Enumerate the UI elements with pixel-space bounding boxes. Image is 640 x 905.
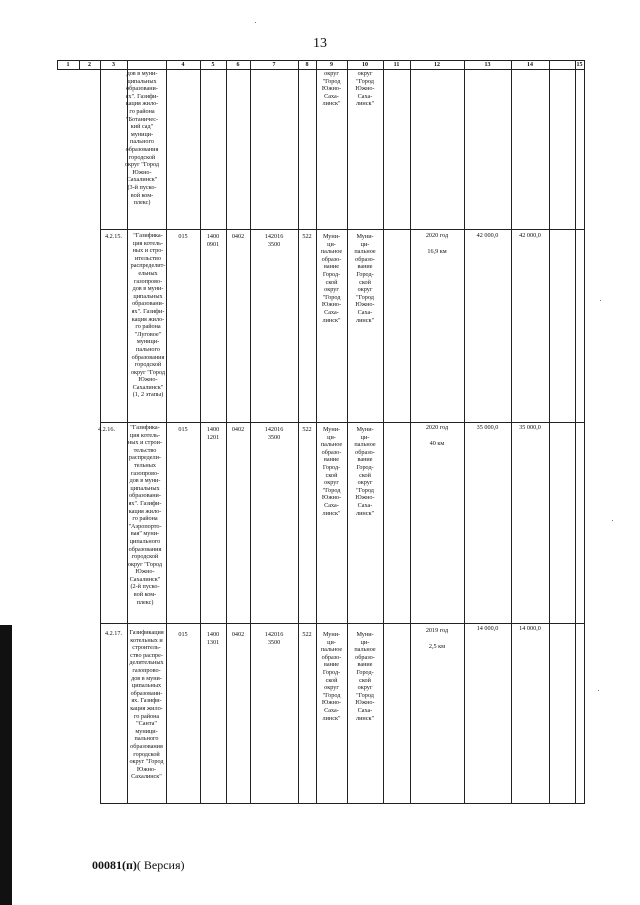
row-col7: 142016 3500 — [264, 631, 284, 646]
row-col9: Муни- ци- пальное образо- вание Город- ской округ "Город Южно- Саха- линск" — [320, 426, 343, 517]
document-code — [92, 858, 185, 873]
page-number: 13 — [313, 36, 327, 51]
row-number: 4.2.17. — [104, 630, 122, 637]
row-col6: 0402 — [231, 631, 245, 638]
row-col13: 42 000,0 — [476, 232, 499, 239]
column-border — [383, 60, 384, 804]
scan-speck — [612, 520, 613, 521]
header-col-11: 11 — [393, 62, 400, 68]
column-border — [584, 60, 585, 804]
column-border — [511, 60, 512, 804]
header-col-14: 14 — [527, 62, 533, 68]
row-col4: 015 — [178, 426, 188, 433]
row-col10: Муни- ци- пальное образо- вание Город- ской округ "Город Южно- Саха- линск" — [354, 233, 376, 324]
row-col12-year: 2020 год — [425, 424, 449, 431]
header-col-5: 5 — [211, 62, 215, 68]
header-col-7: 7 — [272, 62, 276, 68]
row-col6: 0402 — [231, 233, 245, 240]
continuation-description: дов в муни- ципальных образовани- ях". Газифи- кация жило- го района "Ботаничес- кий сад" муници- пального образования городской округ "Город Южно- Сахалинск" (3-й пуско- вой ком- плекс) — [124, 70, 160, 207]
column-border — [575, 60, 576, 804]
row-col9: Муни- ци- пальное образо- вание Город- ской округ "Город Южно- Саха- линск" — [320, 631, 343, 722]
row-col5: 1400 1301 — [206, 631, 220, 646]
row-col8: 522 — [302, 631, 312, 638]
continuation-col9: округ "Город Южно- Саха- линск" — [321, 70, 342, 108]
row-description: "Газифика- ция котель- ных и стро- ительство распределит- ельных газопрово- дов в муни- ципальных образовани- ях". Газифи- кация жило- го района "Луговое" муници- пального образования городской округ "Город Южно- Сахалинск" (1, 2 этапы) — [130, 232, 166, 399]
column-border — [410, 60, 411, 804]
header-col-1: 1 — [66, 62, 70, 68]
header-col-2: 2 — [88, 62, 91, 68]
scan-speck — [600, 300, 601, 301]
header-col-3: 3 — [112, 62, 115, 68]
row-col14: 14 000,0 — [519, 625, 541, 632]
row-col13: 35 000,0 — [476, 424, 499, 431]
row-description: Газификация котельных и строитель- ство распре- делительных газопрово- дов в муни- ципальных образовани- ях. Газифи- кация жило- го района "Санта" муници- пального образования городской округ "Город Южно- Сахалинск" — [129, 629, 164, 781]
row-col14: 42 000,0 — [519, 232, 541, 239]
header-col-9: 9 — [330, 62, 333, 68]
header-col-8: 8 — [305, 62, 309, 68]
row-col8: 522 — [302, 233, 312, 240]
table-top-border — [57, 60, 584, 61]
row-col9: Муни- ци- пальное образо- вание Город- ской округ "Город Южно- Саха- линск" — [320, 233, 343, 324]
row-col10: Муни- ци- пальное образо- вание Город- ской округ "Город Южно- Саха- линск" — [354, 426, 376, 517]
header-col-12: 12 — [434, 62, 440, 68]
document-code-version: ( Версия) — [136, 858, 185, 872]
row-col4: 015 — [178, 233, 188, 240]
column-border — [464, 60, 465, 804]
row-description: "Газифика- ция котель- ных и строи- тельство распредели- тельных газопрово- дов в муни- ципальных образовани- ях". Газифи- кация жило- го района "Аэропорто- вая" муни- ципального образования городской округ "Город Южно- Сахалинск" (2-й пуско- вой ком- плекс) — [127, 424, 163, 606]
header-col-6: 6 — [236, 62, 240, 68]
row-col5: 1400 1201 — [206, 426, 220, 441]
row-col12-length: 16,9 км — [427, 248, 447, 255]
row-col7: 142016 3500 — [264, 233, 284, 248]
row-col6: 0402 — [231, 426, 245, 433]
scan-speck — [255, 22, 256, 23]
scan-edge-shadow — [0, 625, 12, 905]
row-col10: Муни- ци- пальное образо- вание Город- ской округ "Город Южно- Саха- линск" — [354, 631, 376, 722]
header-col-13: 13 — [484, 62, 491, 68]
header-col-4: 4 — [181, 62, 185, 68]
row-col12-year: 2019 год — [425, 627, 449, 634]
row-col13: 14 000,0 — [476, 625, 499, 632]
document-code-number: 00081(п) — [92, 858, 137, 872]
row-number: 4.2.16. — [97, 426, 115, 433]
row-col8: 522 — [302, 426, 312, 433]
header-col-10: 10 — [362, 62, 368, 68]
row-col12-length: 40 км — [429, 440, 445, 447]
header-col-15: 15 — [576, 62, 583, 68]
scan-speck — [598, 690, 599, 691]
continuation-col10: округ "Город Южно- Саха- линск" — [355, 70, 375, 108]
row-number: 4.2.15. — [104, 233, 122, 240]
row-col12-length: 2,5 км — [428, 643, 446, 650]
column-border — [549, 60, 550, 804]
row-col14: 35 000,0 — [519, 424, 541, 431]
row-col7: 142016 3500 — [264, 426, 284, 441]
row-col4: 015 — [178, 631, 188, 638]
row-col5: 1400 0901 — [206, 233, 220, 248]
row-col12-year: 2020 год — [425, 232, 449, 239]
